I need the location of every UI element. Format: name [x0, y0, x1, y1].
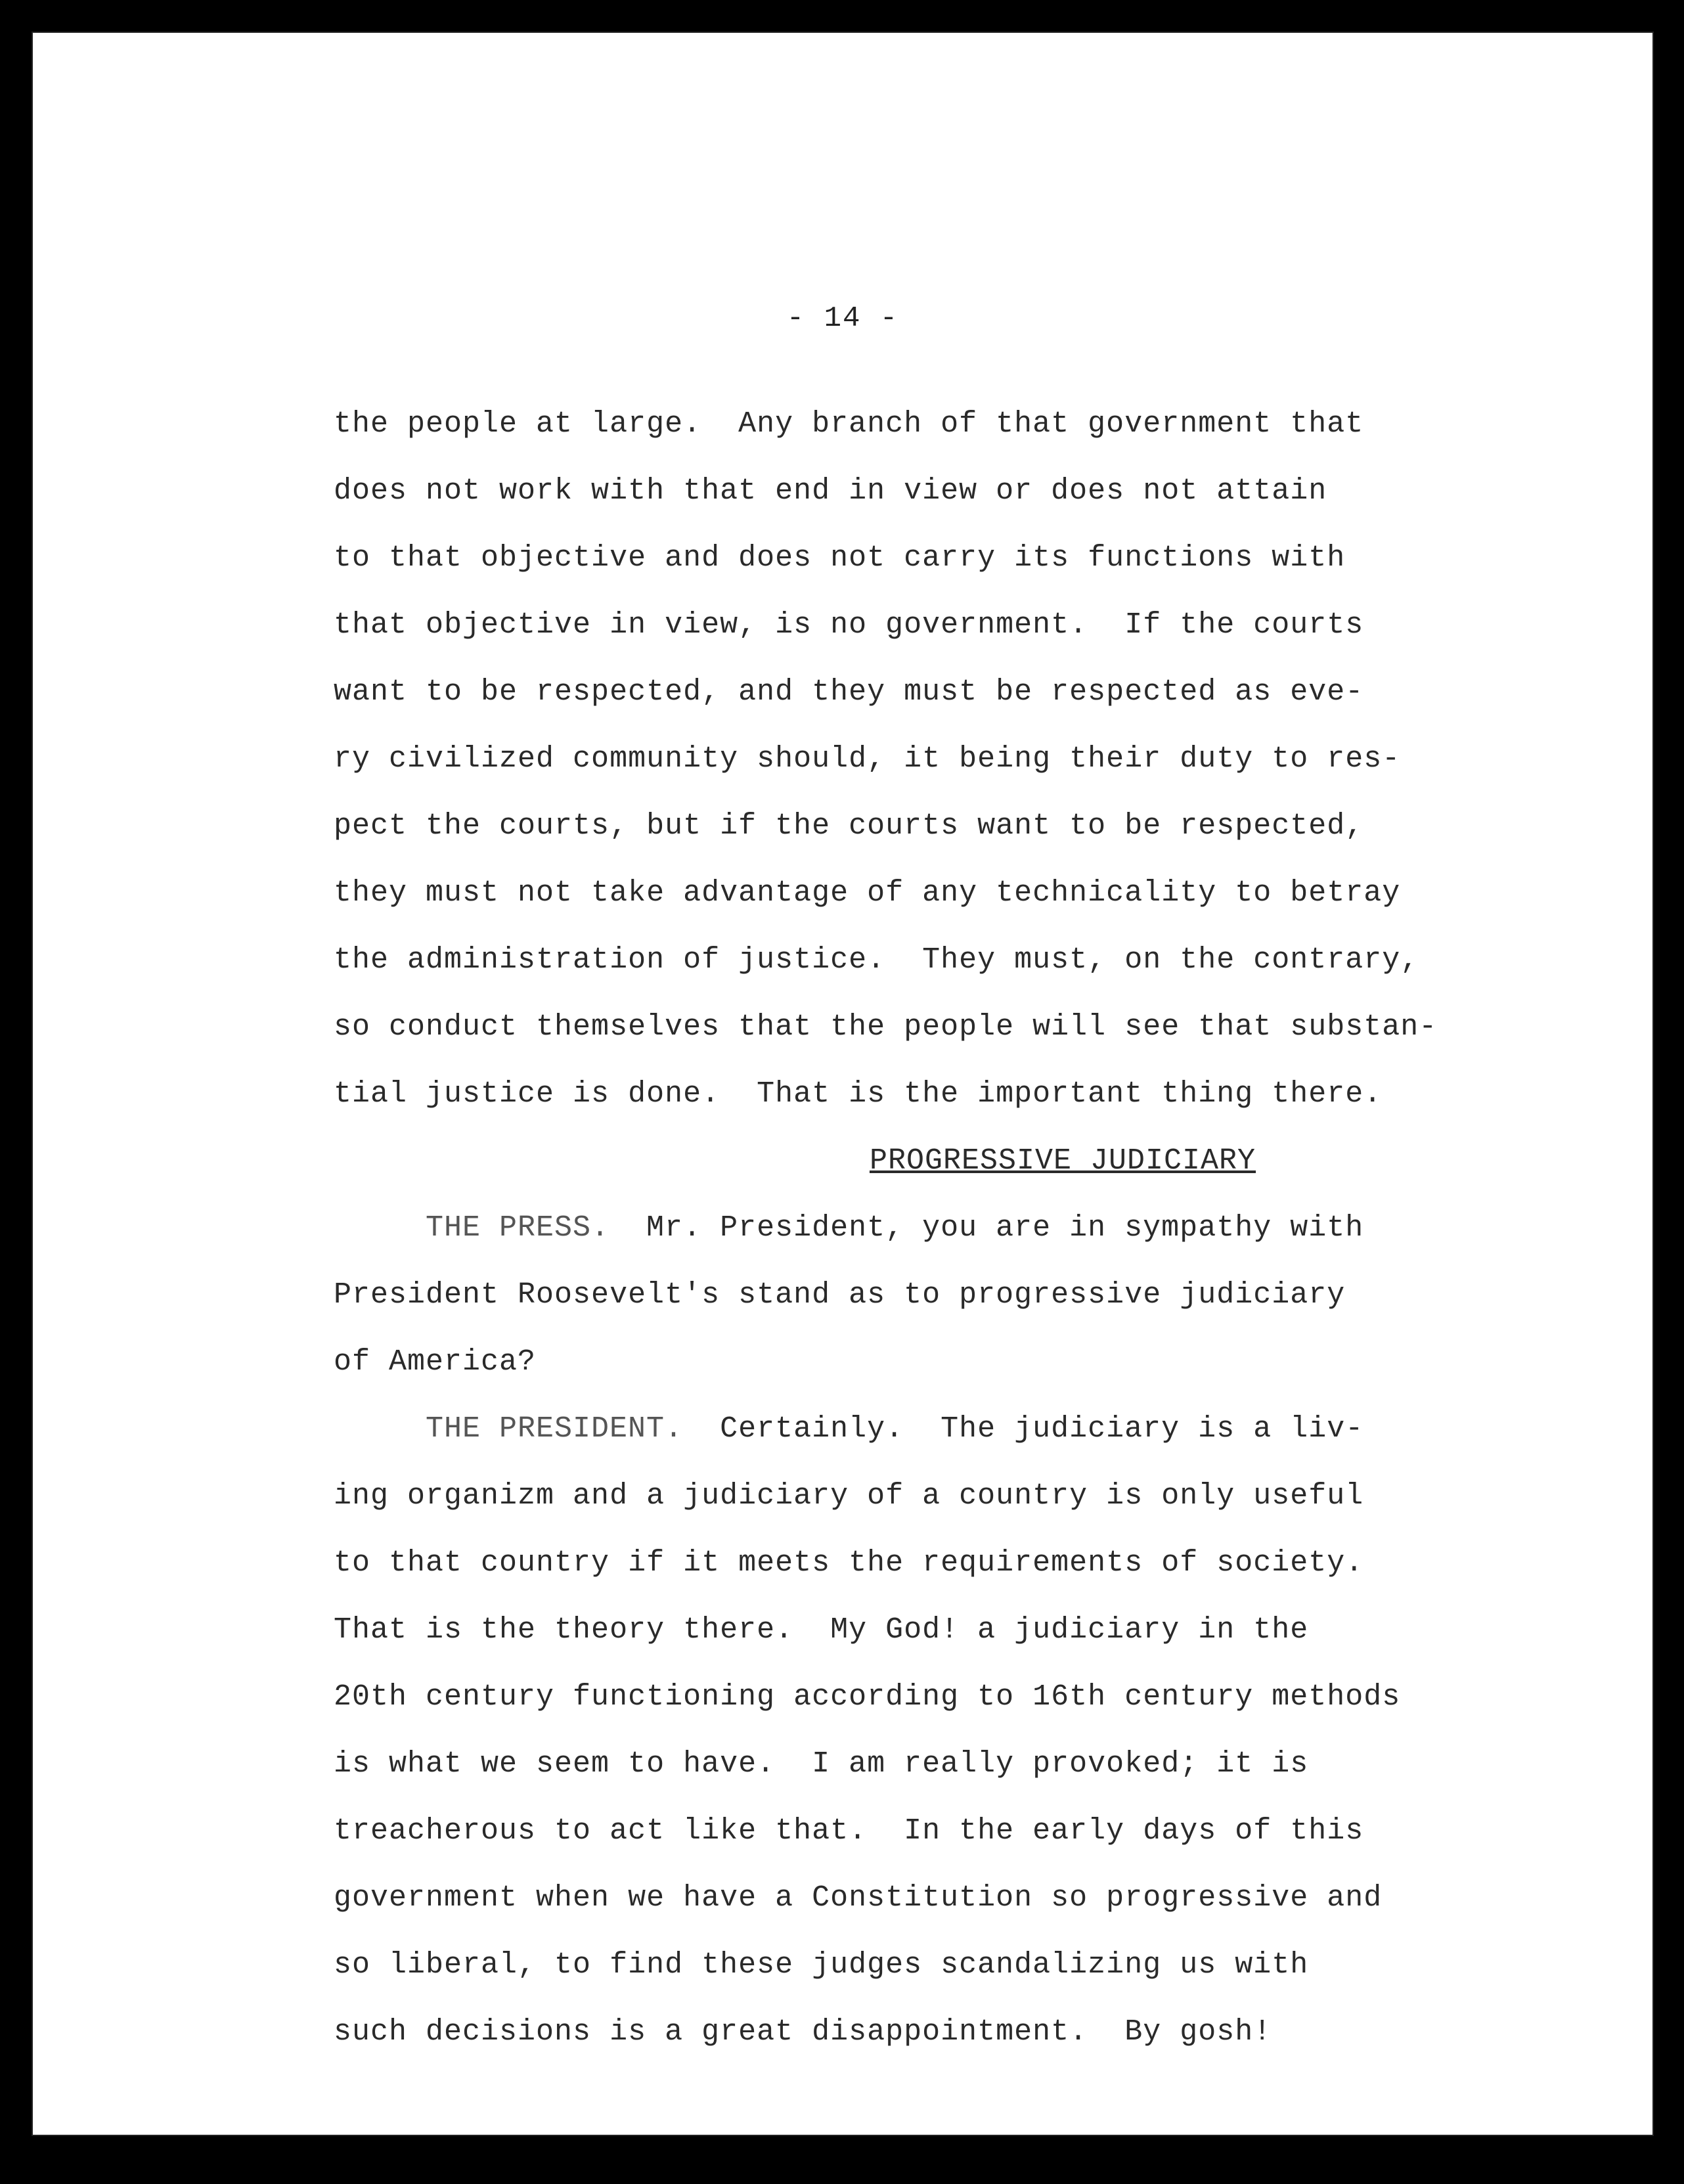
text-line: to that objective and does not carry its functions with	[334, 541, 1346, 575]
text-line: so conduct themselves that the people will see that substan-	[334, 1010, 1438, 1044]
text-line: the administration of justice. They must, on the contrary,	[334, 943, 1419, 977]
text-line: government when we have a Constitution so progressive and	[334, 1881, 1383, 1915]
question-text: Mr. President, you are in sympathy with	[609, 1211, 1364, 1245]
text-line: is what we seem to have. I am really provoked; it is	[334, 1747, 1309, 1781]
text-line: of America?	[334, 1345, 537, 1379]
text-line: the people at large. Any branch of that government that	[334, 407, 1364, 441]
transcript-body	[334, 391, 1582, 2066]
text-line: ing organizm and a judiciary of a country is only useful	[334, 1479, 1364, 1513]
answer-text: Certainly. The judiciary is a liv-	[683, 1412, 1364, 1446]
speaker-label: THE PRESIDENT.	[426, 1412, 684, 1446]
text-line: tial justice is done. That is the important thing there.	[334, 1077, 1383, 1111]
text-line: they must not take advantage of any technicality to betray	[334, 876, 1401, 910]
text-line: so liberal, to find these judges scandalizing us with	[334, 1948, 1309, 1982]
text-line: That is the theory there. My God! a judiciary in the	[334, 1613, 1309, 1647]
text-line: does not work with that end in view or does not attain	[334, 474, 1327, 508]
text-line: such decisions is a great disappointment. By gosh!	[334, 2015, 1272, 2049]
text-line: President Roosevelt's stand as to progressive judiciary	[334, 1278, 1346, 1312]
text-line: treacherous to act like that. In the early days of this	[334, 1814, 1364, 1848]
document-page	[32, 32, 1654, 2136]
press-question-line	[334, 1195, 1582, 1262]
text-line: to that country if it meets the requirements of society.	[334, 1546, 1364, 1580]
president-answer-line	[334, 1396, 1582, 1463]
section-heading: PROGRESSIVE JUDICIARY	[869, 1144, 1256, 1178]
text-line: want to be respected, and they must be respected as eve-	[334, 675, 1364, 709]
page-number: - 14 -	[786, 302, 899, 335]
text-line: that objective in view, is no government. If the courts	[334, 608, 1364, 642]
text-line: pect the courts, but if the courts want to be respected,	[334, 809, 1364, 843]
text-line: ry civilized community should, it being their duty to res-	[334, 742, 1401, 776]
text-line: 20th century functioning according to 16th century methods	[334, 1680, 1401, 1714]
speaker-label: THE PRESS.	[426, 1211, 610, 1245]
